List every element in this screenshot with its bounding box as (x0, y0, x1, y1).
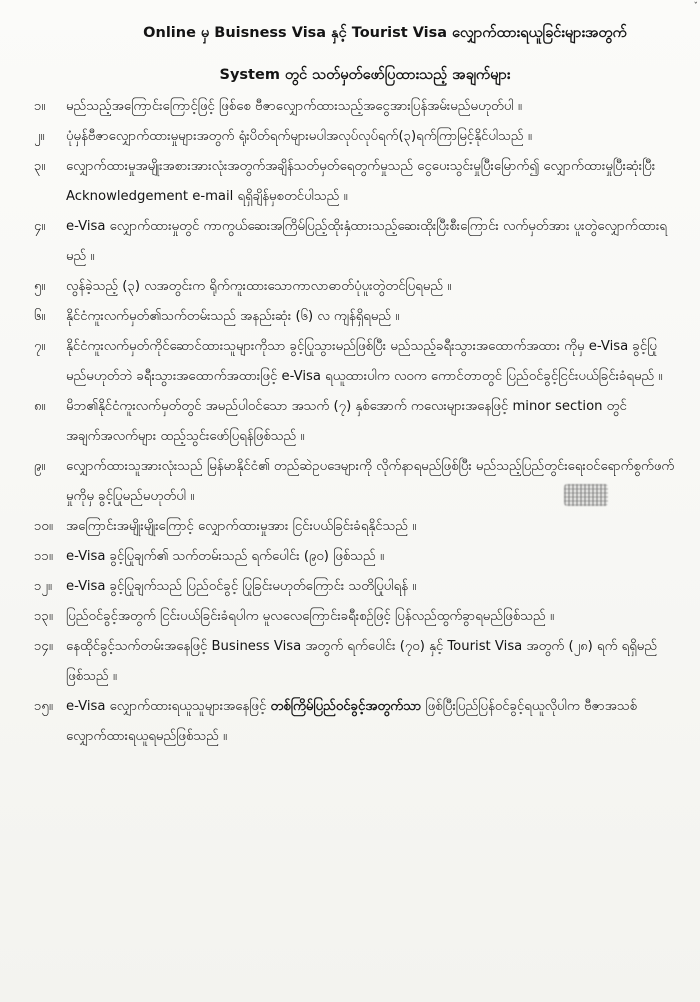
item-number: ၄။ (34, 219, 46, 234)
item-text-part: ဖြစ်ပြီးပြည်ပြန်ဝင်ခွင့်ရယူလိုပါက ဗီဇာအသစ် လျှောက်ထားရယူရမည်ဖြစ်သည် ။ (66, 699, 638, 744)
item-number: ၁၄။ (34, 639, 53, 654)
list-item (34, 602, 676, 632)
item-number: ၅။ (34, 279, 46, 294)
item-text-part: e-Visa လျှောက်ထားရယူသူများအနေဖြင့် (66, 699, 271, 714)
item-text (64, 692, 676, 752)
list-item (34, 512, 676, 542)
item-number: ၁၀။ (34, 519, 53, 534)
item-number: ၂။ (34, 129, 45, 144)
terms-list (34, 92, 676, 752)
item-number: ၉။ (34, 459, 46, 474)
item-number: ၁၃။ (34, 609, 53, 624)
item-text: နိုင်ငံကူးလက်မှတ်၏သက်တမ်းသည် အနည်းဆုံး (၆) လ ကျန်ရှိရမည် ။ (66, 309, 400, 324)
item-number: ၁၁။ (34, 549, 53, 564)
item-text: အကြောင်းအမျိုးမျိုးကြောင့် လျှောက်ထားမှုအား ငြင်းပယ်ခြင်းခံရနိုင်သည် ။ (66, 519, 417, 534)
list-item (34, 152, 676, 212)
document-title-line-2: System တွင် သတ်မှတ်ဖော်ပြထားသည့် အချက်များ (219, 67, 511, 83)
item-text: ပုံမှန်ဗီဇာလျှောက်ထားမှုများအတွက် ရုံးပိတ်ရက်များမပါအလုပ်လုပ်ရက်(၃)ရက်ကြာမြင့်နိုင်ပါသည် ။ (66, 129, 532, 144)
item-number: ၈။ (34, 399, 46, 414)
item-text: နေထိုင်ခွင့်သက်တမ်းအနေဖြင့် Business Visa အတွက် ရက်ပေါင်း (၇၀) နှင့် Tourist Visa အတွက် (၂၈) ရက် ရရှိမည်ဖြစ်သည် ။ (66, 639, 658, 684)
item-text: လျှောက်ထားသူအားလုံးသည် မြန်မာနိုင်ငံ၏ တည်ဆဲဥပဒေများကို လိုက်နာရမည်ဖြစ်ပြီး မည်သည့်ပြည်တွင်းရေးဝင်ရောက်စွက်ဖက်မှုကိုမှ ခွင့်ပြုမည်မဟုတ်ပါ ။ (66, 459, 675, 504)
item-number: ၇။ (34, 339, 46, 354)
item-text-emphasis: တစ်ကြိမ်ပြည်ဝင်ခွင့်အတွက်သာ (270, 699, 422, 714)
item-text: e-Visa လျှောက်ထားမှုတွင် ကာကွယ်ဆေးအကြိမ်ပြည့်ထိုးနှံထားသည့်ဆေးထိုးပြီးစီးကြောင်း လက်မှတ်အား ပူးတွဲလျှောက်ထားရမည် ။ (66, 219, 667, 264)
item-text: နိုင်ငံကူးလက်မှတ်ကိုင်ဆောင်ထားသူများကိုသာ ခွင့်ပြုသွားမည်ဖြစ်ပြီး မည်သည့်ခရီးသွားအထောက်အထား ကိုမှ e-Visa ခွင့်ပြုမည်မဟုတ်ဘဲ ခရီးသွားအထောက်အထားဖြင့် e-Visa ရယူထားပါက လဝက ကောင်တာတွင် ပြည်ဝင်ခွင့်ငြင်းပယ်ခြင်းခံရမည် ။ (66, 339, 663, 384)
list-item (34, 692, 676, 752)
item-number: ၁။ (34, 99, 46, 114)
list-item (34, 212, 676, 272)
list-item (34, 572, 676, 602)
scan-smudge-mark (564, 484, 608, 506)
list-item (34, 332, 676, 392)
item-text: e-Visa ခွင့်ပြုချက်သည် ပြည်ဝင်ခွင့် ပြုခြင်းမဟုတ်ကြောင်း သတိပြုပါရန် ။ (66, 579, 417, 594)
item-text: လျှောက်ထားမှုအမျိုးအစားအားလုံးအတွက်အချိန်သတ်မှတ်ရေတွက်မှုသည် ငွေပေးသွင်းမှုပြီးမြောက်၍ လျှောက်ထားမှုပြီးဆုံးပြီး Acknowledgement e-mail ရရှိချိန်မှစတင်ပါသည် ။ (66, 159, 656, 204)
item-text: မိဘ၏နိုင်ငံကူးလက်မှတ်တွင် အမည်ပါဝင်သော အသက် (၇) နှစ်အောက် ကလေးများအနေဖြင့် minor section တွင် အချက်အလက်များ ထည့်သွင်းဖော်ပြရန်ဖြစ်သည် ။ (66, 399, 627, 444)
page-corner-mark: ˇ (693, 2, 698, 12)
item-number: ၁၅။ (34, 699, 53, 714)
item-text: e-Visa ခွင့်ပြုချက်၏ သက်တမ်းသည် ရက်ပေါင်း (၉၀) ဖြစ်သည် ။ (66, 549, 384, 564)
item-text: လွန်ခဲ့သည့် (၃) လအတွင်းက ရိုက်ကူးထားသောကာလာဓာတ်ပုံပူးတွဲတင်ပြရမည် ။ (66, 279, 452, 294)
list-item (34, 92, 676, 122)
list-item (34, 542, 676, 572)
list-item (34, 122, 676, 152)
item-number: ၁၂။ (34, 579, 52, 594)
item-text: ပြည်ဝင်ခွင့်အတွက် ငြင်းပယ်ခြင်းခံရပါက မူလလေကြောင်းခရီးစဉ်ဖြင့် ပြန်လည်ထွက်ခွာရမည်ဖြစ်သည် ။ (66, 609, 554, 624)
item-text: မည်သည့်အကြောင်းကြောင့်ဖြင့် ဖြစ်စေ ဗီဇာလျှောက်ထားသည့်အငွေအားပြန်အမ်းမည်မဟုတ်ပါ ။ (66, 99, 522, 114)
item-number: ၃။ (34, 159, 46, 174)
document-title-line-1: Online မှ Buisness Visa နှင့် Tourist Visa လျှောက်ထားရယူခြင်းများအတွက် (143, 25, 627, 41)
item-number: ၆။ (34, 309, 46, 324)
list-item (34, 632, 676, 692)
list-item (34, 392, 676, 452)
list-item (34, 272, 676, 302)
list-item (34, 302, 676, 332)
